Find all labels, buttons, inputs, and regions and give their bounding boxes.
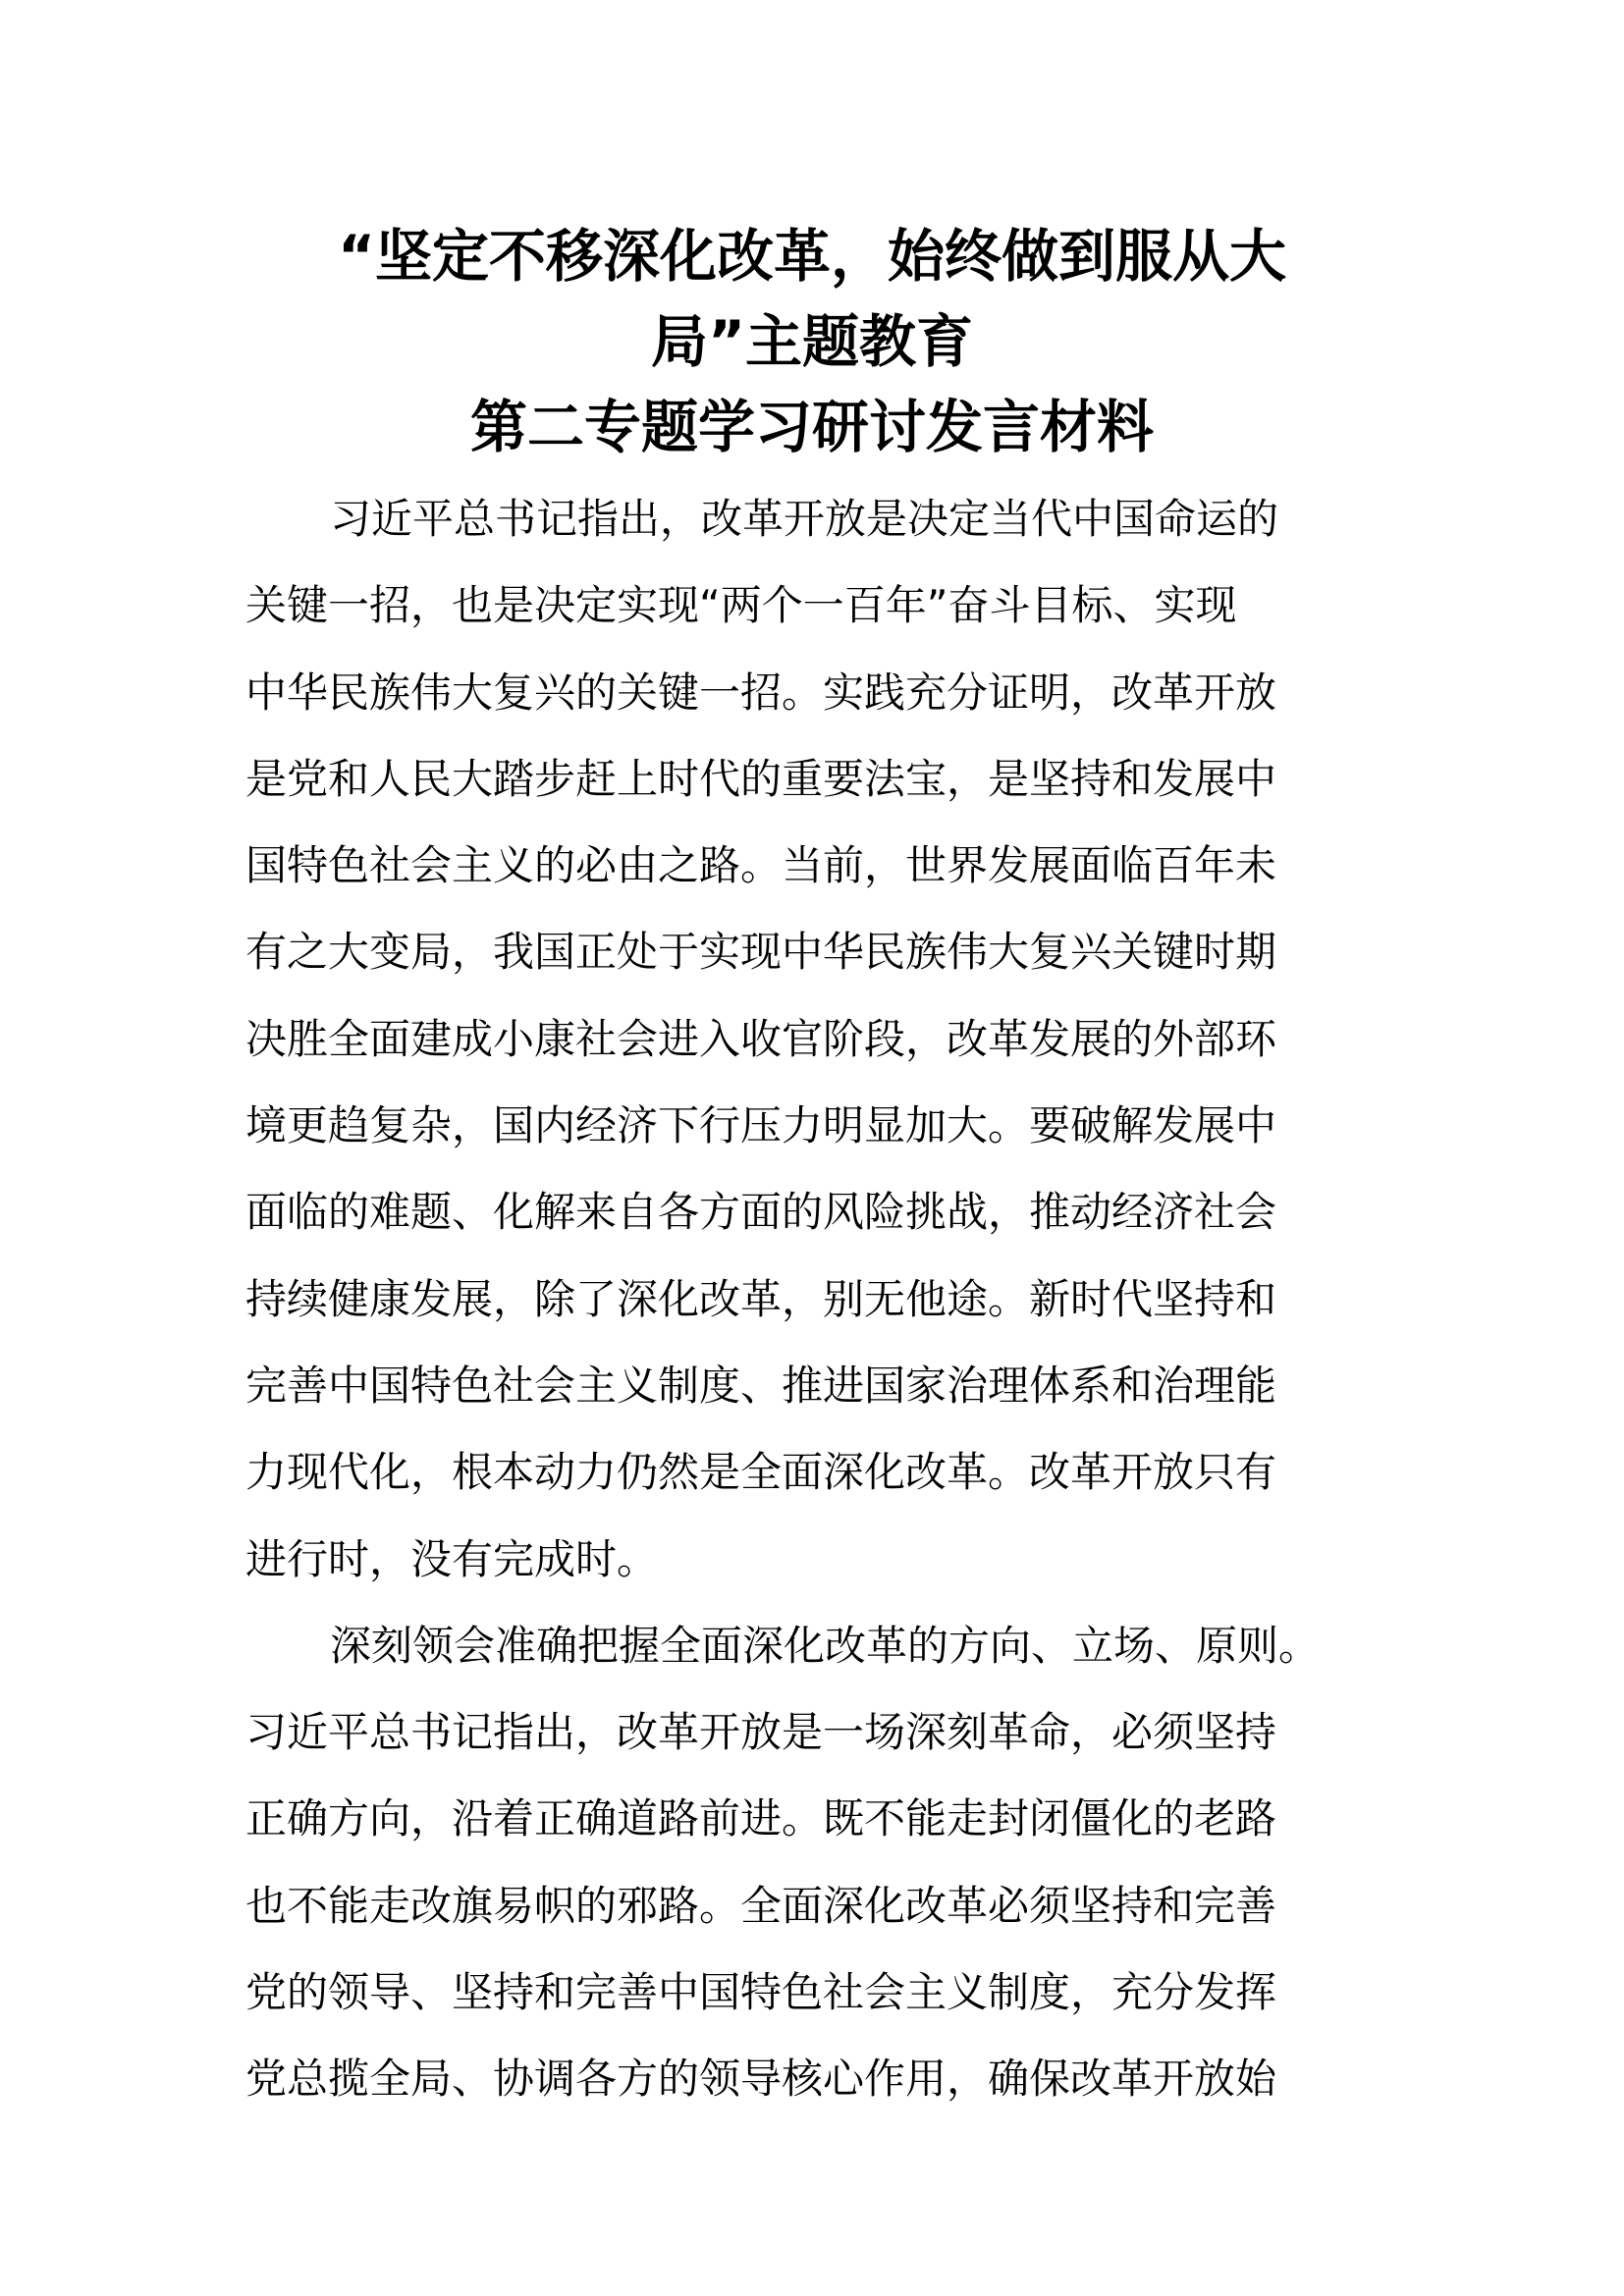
paragraph-line: 决胜全面建成小康社会进入收官阶段，改革发展的外部环: [245, 1014, 1277, 1063]
document-title: [196, 214, 1428, 470]
paragraph-line: 力现代化，根本动力仍然是全面深化改革。改革开放只有: [245, 1448, 1277, 1497]
paragraph-2: [245, 1603, 1384, 2123]
paragraph-line: 完善中国特色社会主义制度、推进国家治理体系和治理能: [245, 1361, 1277, 1410]
paragraph-line: 境更趋复杂，国内经济下行压力明显加大。要破解发展中: [245, 1101, 1277, 1150]
paragraph-line: 深刻领会准确把握全面深化改革的方向、立场、原则。: [330, 1621, 1321, 1670]
paragraph-line: 面临的难题、化解来自各方面的风险挑战，推动经济社会: [245, 1188, 1277, 1237]
paragraph-line: 习近平总书记指出，改革开放是一场深刻革命，必须坚持: [245, 1708, 1277, 1757]
paragraph-line: 也不能走改旗易帜的邪路。全面深化改革必须坚持和完善: [245, 1881, 1277, 1930]
paragraph-line: 是党和人民大踏步赶上时代的重要法宝，是坚持和发展中: [245, 754, 1277, 803]
paragraph-line: 党的领导、坚持和完善中国特色社会主义制度，充分发挥: [245, 1968, 1277, 2017]
paragraph-line: 正确方向，沿着正确道路前进。既不能走封闭僵化的老路: [245, 1794, 1277, 1843]
paragraph-line: 中华民族伟大复兴的关键一招。实践充分证明，改革开放: [245, 667, 1277, 717]
title-line-2: 局”主题教育: [650, 308, 974, 375]
document-body: [245, 476, 1384, 2123]
paragraph-line: 国特色社会主义的必由之路。当前，世界发展面临百年未: [245, 841, 1277, 890]
paragraph-line: 党总揽全局、协调各方的领导核心作用，确保改革开放始: [245, 2055, 1277, 2104]
paragraph-line: 习近平总书记指出，改革开放是决定当代中国命运的: [330, 495, 1279, 543]
paragraph-1: [245, 476, 1384, 1603]
title-line-3: 第二专题学习研讨发言材料: [469, 394, 1154, 460]
paragraph-line: 关键一招，也是决定实现“两个一百年”奋斗目标、实现: [245, 581, 1237, 630]
paragraph-line: 持续健康发展，除了深化改革，别无他途。新时代坚持和: [245, 1274, 1277, 1323]
paragraph-line: 有之大变局，我国正处于实现中华民族伟大复兴关键时期: [245, 928, 1277, 977]
title-line-1: “坚定不移深化改革，始终做到服从大: [337, 223, 1287, 290]
paragraph-line: 进行时，没有完成时。: [245, 1534, 659, 1583]
